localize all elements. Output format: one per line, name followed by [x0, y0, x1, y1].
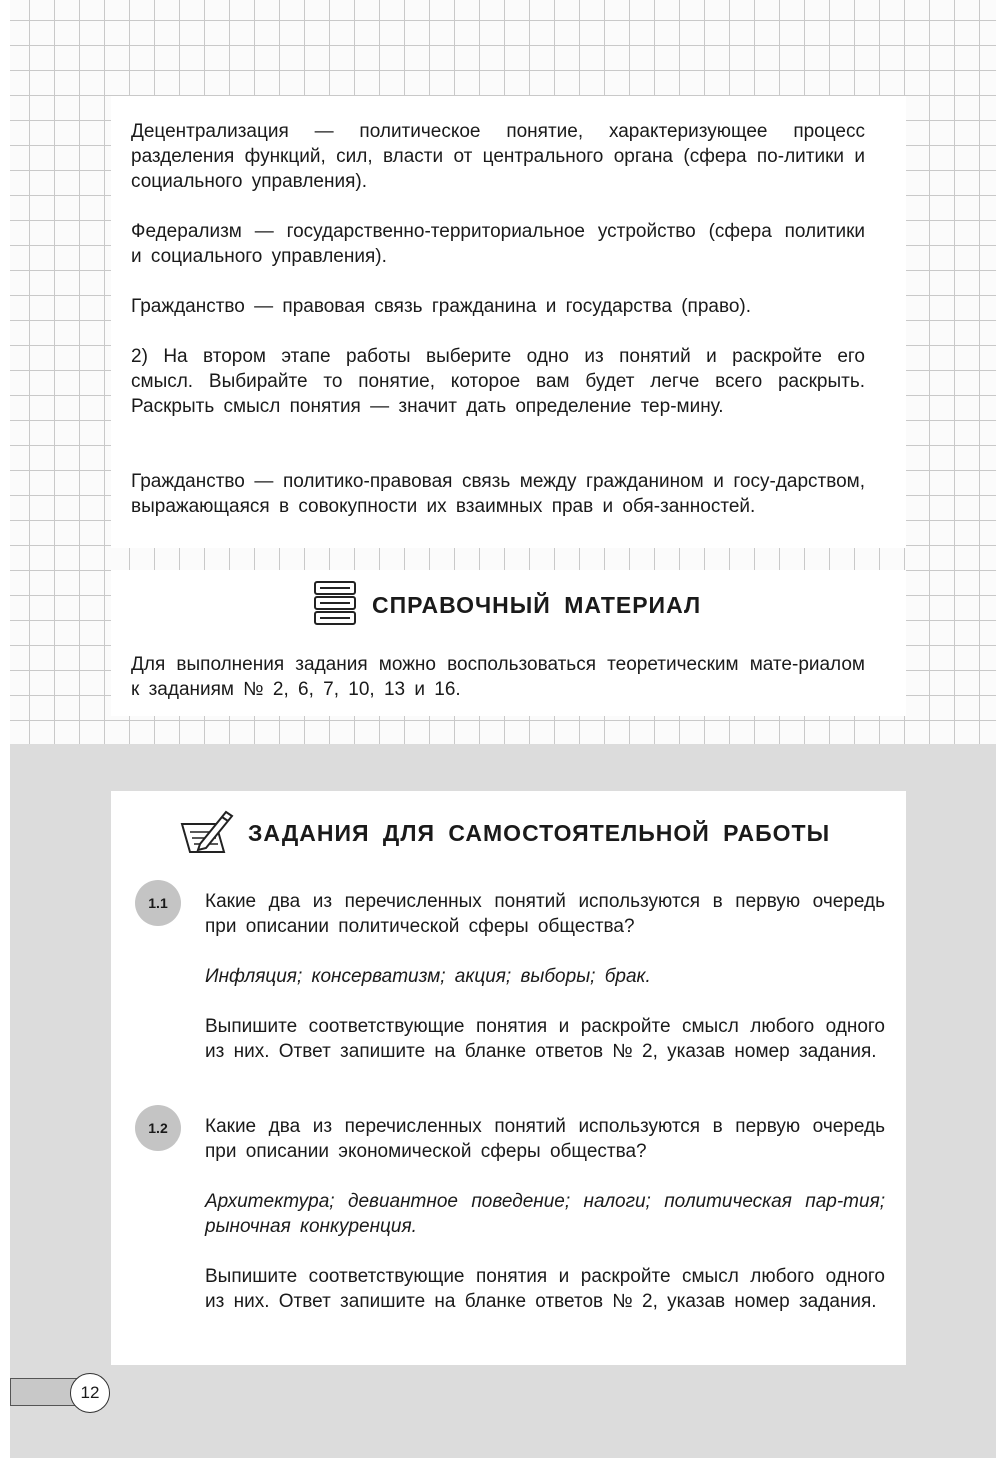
paragraph-federalism: Федерализм — государственно-территориальное устройство (сфера политики и социального управления).: [131, 221, 865, 267]
page-number: 12: [70, 1373, 110, 1413]
reference-text: Для выполнения задания можно воспользоваться теоретическим мате-риалом к заданиям № 2, 6, 7, 10, 13 и 16.: [131, 654, 865, 700]
task-question: Какие два из перечисленных понятий используются в первую очередь при описании экономической сферы общества?: [205, 1116, 885, 1162]
paragraph-step-two: 2) На втором этапе работы выберите одно из понятий и раскройте его смысл. Выбирайте то понятие, которое вам будет легче всего раскрыть. Раскрыть смысл понятия — значит дать определение тер-мину.: [131, 346, 865, 417]
task-number-badge: 1.1: [135, 880, 181, 926]
reference-title: СПРАВОЧНЫЙ МАТЕРИАЛ: [372, 592, 702, 618]
task-options: Инфляция; консерватизм; акция; выборы; брак.: [205, 966, 651, 987]
task-number-badge: 1.2: [135, 1105, 181, 1151]
paragraph-citizenship-full: Гражданство — политико-правовая связь между гражданином и госу-дарством, выражающаяся в совокупности их взаимных прав и обя-занностей.: [131, 471, 865, 517]
books-stack-icon: [312, 580, 358, 626]
task-options: Архитектура; девиантное поведение; налоги; политическая пар-тия; рыночная конкуренция.: [205, 1191, 885, 1237]
paragraph-citizenship-short: Гражданство — правовая связь гражданина и государства (право).: [131, 296, 752, 317]
tasks-title: ЗАДАНИЯ ДЛЯ САМОСТОЯТЕЛЬНОЙ РАБОТЫ: [248, 820, 831, 846]
paragraph-decentralization: Децентрализация — политическое понятие, характеризующее процесс разделения функций, сил, власти от центрального органа (сфера по-литики и социального управления).: [131, 121, 865, 192]
task-question: Какие два из перечисленных понятий используются в первую очередь при описании политической сферы общества?: [205, 891, 885, 937]
task-instruction: Выпишите соответствующие понятия и раскройте смысл любого одного из них. Ответ запишите на бланке ответов № 2, указав номер задания.: [205, 1266, 885, 1312]
pencil-writing-icon: [176, 806, 236, 858]
task-instruction: Выпишите соответствующие понятия и раскройте смысл любого одного из них. Ответ запишите на бланке ответов № 2, указав номер задания.: [205, 1016, 885, 1062]
